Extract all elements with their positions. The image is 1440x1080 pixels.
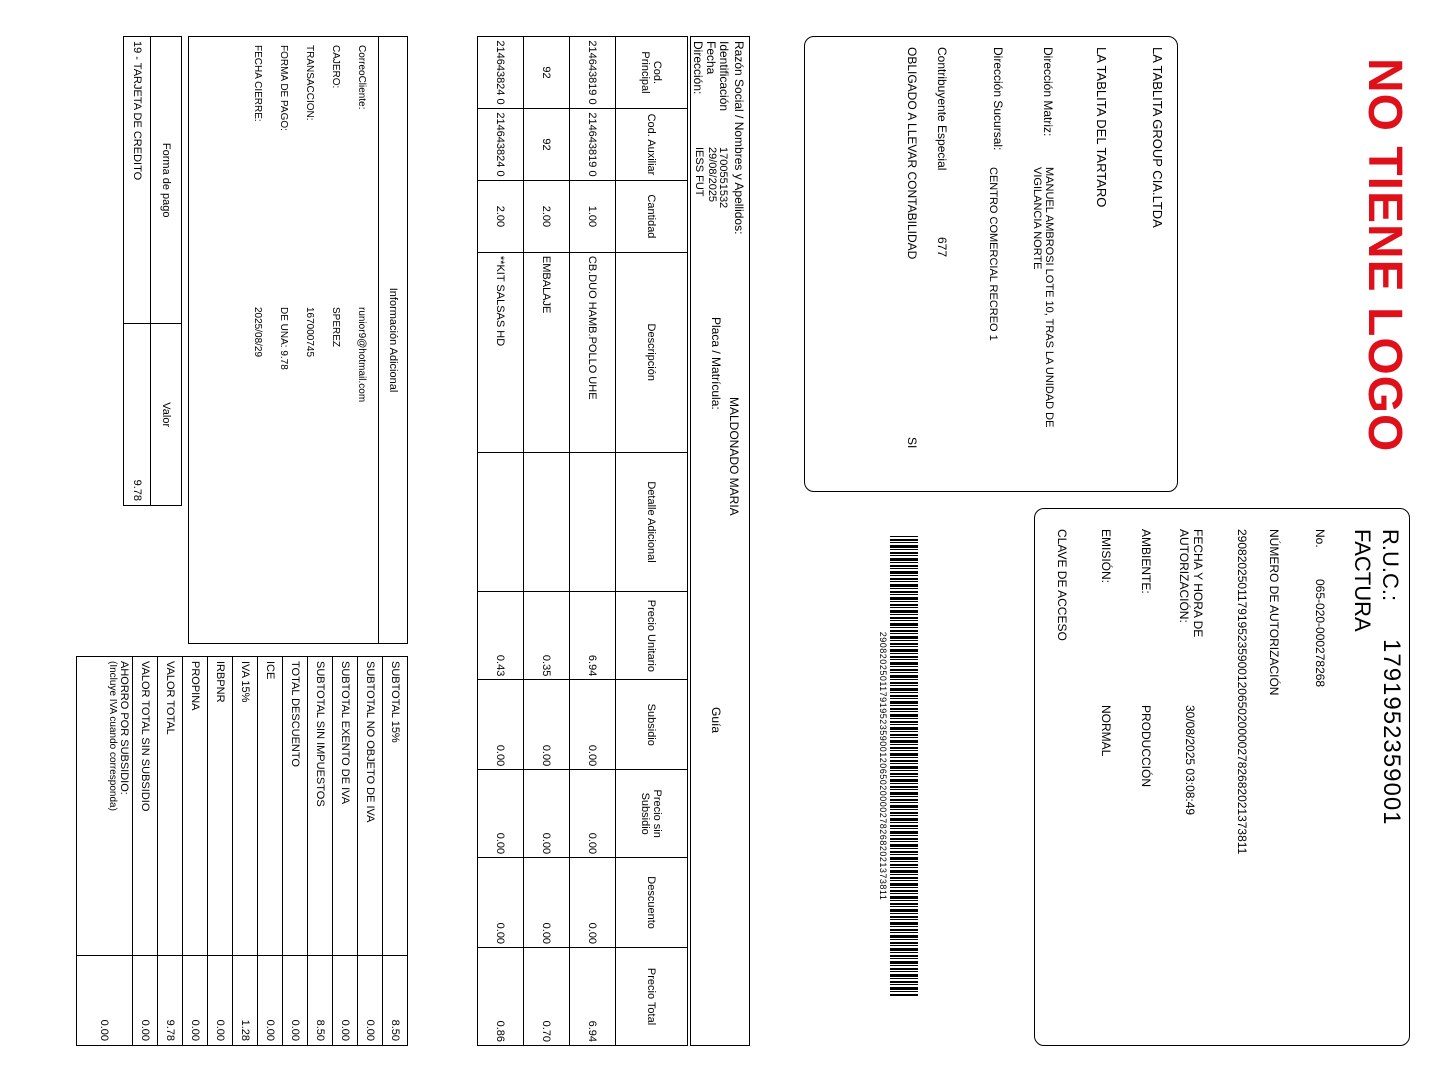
total-value: 0.00: [283, 956, 308, 1046]
col-detail: Detalle Adicional: [616, 452, 688, 592]
item-description: **KIT SALSAS HD: [478, 252, 524, 452]
additional-info-title: Información Adicional: [378, 37, 407, 643]
item-code: 92: [524, 37, 570, 109]
payment-value-header: Valor: [151, 324, 182, 506]
auth-number-label: NÚMERO DE AUTORIZACIÓN: [1267, 529, 1281, 696]
info-label: FECHA CIERRE:: [252, 45, 263, 122]
col-subsidy: Subsidio: [616, 680, 688, 770]
savings-label: AHORRO POR SUBSIDIO:: [118, 661, 130, 795]
total-row: [283, 657, 308, 1046]
savings-row: [77, 657, 133, 1046]
table-row: [570, 37, 616, 1046]
table-row: [524, 37, 570, 1046]
total-label: SUBTOTAL SIN IMPUESTOS: [308, 657, 333, 956]
access-key: 2908202501179195235900120650200002782682021373811: [878, 631, 888, 901]
buyer-name-label: Razón Social / Nombres y Apellidos:: [732, 41, 746, 235]
guide-label: Guía: [709, 707, 723, 734]
total-value: 0.00: [358, 956, 383, 1046]
item-detail: [570, 452, 616, 592]
branch-label: Dirección Sucursal:: [991, 47, 1005, 151]
total-label: ICE: [258, 657, 283, 956]
item-unit-price: 6.94: [570, 592, 616, 680]
item-qty: 2.00: [478, 180, 524, 252]
item-code: 214643824 0: [478, 37, 524, 109]
item-aux-code: 214643819 0: [570, 108, 616, 180]
item-no-subsidy: 0.00: [570, 770, 616, 858]
total-value: 0.00: [208, 956, 233, 1046]
info-value: runior9@hotmail.com: [356, 307, 367, 403]
item-detail: [524, 452, 570, 592]
buyer-name: MALDONADO MARIA: [727, 397, 741, 516]
item-description: EMBALAJE: [524, 252, 570, 452]
total-label: IVA 15%: [233, 657, 258, 956]
info-label: CorreoCliente:: [356, 45, 367, 110]
accounting-label: OBLIGADO A LLEVAR CONTABILIDAD: [905, 47, 919, 260]
access-key-label: CLAVE DE ACCESO: [1055, 529, 1069, 641]
total-value: 0.00: [133, 956, 158, 1046]
total-row: [133, 657, 158, 1046]
total-row: [358, 657, 383, 1046]
col-unit-price: Precio Unitario: [616, 592, 688, 680]
payment-method: 19 - TARJETA DE CREDITO: [124, 37, 151, 324]
invoice-no: 065-020-000278268: [1313, 579, 1327, 688]
total-value: 8.50: [383, 956, 408, 1046]
total-value: 9.78: [158, 956, 183, 1046]
item-no-subsidy: 0.00: [478, 770, 524, 858]
item-total: 0.86: [478, 948, 524, 1046]
total-value: 1.28: [233, 956, 258, 1046]
plate-label: Placa / Matrícula:: [709, 317, 723, 410]
col-code: Cod. Principal: [616, 37, 688, 109]
buyer-id-label: Identificación: [717, 41, 731, 112]
total-label: IRBPNR: [208, 657, 233, 956]
total-label: SUBTOTAL EXENTO DE IVA: [333, 657, 358, 956]
item-qty: 2.00: [524, 180, 570, 252]
total-row: [183, 657, 208, 1046]
auth-number: 2908202501179195235900120650200002782682021373811: [1235, 529, 1249, 855]
savings-note: (Incluye IVA cuando corresponda): [107, 661, 118, 811]
total-row: [383, 657, 408, 1046]
item-discount: 0.00: [524, 858, 570, 948]
buyer-address-label: Dirección:: [691, 41, 705, 95]
authorization-box: [1034, 508, 1410, 1046]
item-total: 0.70: [524, 948, 570, 1046]
item-subsidy: 0.00: [570, 680, 616, 770]
item-discount: 0.00: [570, 858, 616, 948]
issuer-company: LA TABLITA GROUP CIA.LTDA: [1150, 47, 1165, 228]
col-aux-code: Cod. Auxiliar: [616, 108, 688, 180]
total-row: [258, 657, 283, 1046]
total-row: [158, 657, 183, 1046]
item-subsidy: 0.00: [478, 680, 524, 770]
additional-info-box: [188, 36, 408, 644]
total-label: VALOR TOTAL: [158, 657, 183, 956]
info-label: TRANSACCION:: [304, 45, 315, 121]
info-value: 167000745: [304, 307, 315, 358]
issuer-box: [804, 36, 1178, 492]
total-label: PROPINA: [183, 657, 208, 956]
info-value: 2025/08/29: [252, 307, 263, 358]
item-total: 6.94: [570, 948, 616, 1046]
col-description: Descripción: [616, 252, 688, 452]
col-total: Precio Total: [616, 948, 688, 1046]
total-label: VALOR TOTAL SIN SUBSIDIO: [133, 657, 158, 956]
table-row: [478, 37, 524, 1046]
auth-date-label: FECHA Y HORA DE AUTORIZACIÓN:: [1177, 529, 1205, 638]
total-value: 0.00: [333, 956, 358, 1046]
col-discount: Descuento: [616, 858, 688, 948]
items-header-row: [616, 37, 688, 1046]
payment-row: [124, 37, 151, 506]
env-label: AMBIENTE:: [1139, 529, 1153, 594]
info-value: SPEREZ: [330, 307, 341, 348]
total-value: 0.00: [183, 956, 208, 1046]
item-aux-code: 92: [524, 108, 570, 180]
ruc-number: 1791952359001: [1378, 639, 1405, 826]
savings-value: 0.00: [77, 956, 133, 1046]
matrix-address: MANUEL AMBROSI LOTE 10, TRAS LA UNIDAD DE VIGILANCIA NORTE: [1031, 167, 1055, 428]
issuer-trade-name: LA TABLITA DEL TARTARO: [1094, 47, 1109, 208]
total-row: [333, 657, 358, 1046]
item-unit-price: 0.43: [478, 592, 524, 680]
total-label: SUBTOTAL NO OBJETO DE IVA: [358, 657, 383, 956]
totals-table: [76, 656, 408, 1046]
buyer-date: 29/08/2025: [706, 147, 718, 203]
payment-method-header: Forma de pago: [151, 37, 182, 324]
env-value: PRODUCCIÓN: [1139, 705, 1153, 788]
barcode-image: [890, 536, 918, 996]
buyer-date-label: Fecha: [704, 41, 718, 75]
col-qty: Cantidad: [616, 180, 688, 252]
item-no-subsidy: 0.00: [524, 770, 570, 858]
special-label: Contribuyente Especial: [935, 47, 949, 171]
accounting-value: SI: [905, 437, 919, 449]
item-discount: 0.00: [478, 858, 524, 948]
total-value: 0.00: [258, 956, 283, 1046]
total-value: 8.50: [308, 956, 333, 1046]
total-row: [208, 657, 233, 1046]
doc-type: FACTURA: [1350, 529, 1375, 632]
buyer-id: 1700551532: [717, 147, 729, 209]
invoice-no-label: No.: [1313, 529, 1327, 548]
total-label: TOTAL DESCUENTO: [283, 657, 308, 956]
special-value: 677: [935, 237, 949, 258]
item-detail: [478, 452, 524, 592]
matrix-label: Dirección Matriz:: [1041, 47, 1055, 137]
info-label: CAJERO:: [330, 45, 341, 89]
auth-date: 30/08/2025 03:08:49: [1183, 705, 1197, 816]
emission-value: NORMAL: [1099, 705, 1113, 757]
total-row: [233, 657, 258, 1046]
buyer-address: IESS FUT: [693, 147, 705, 197]
item-code: 214643819 0: [570, 37, 616, 109]
total-label: SUBTOTAL 15%: [383, 657, 408, 956]
ruc-label: R.U.C.:: [1378, 529, 1403, 602]
payment-table: [123, 36, 182, 506]
logo-placeholder: NO TIENE LOGO: [1358, 58, 1411, 453]
item-subsidy: 0.00: [524, 680, 570, 770]
col-no-subsidy: Precio sin Subsidio: [616, 770, 688, 858]
branch-address: CENTRO COMERCIAL RECREO 1: [987, 167, 999, 341]
item-qty: 1.00: [570, 180, 616, 252]
emission-label: EMISIÓN:: [1099, 529, 1113, 584]
total-row: [308, 657, 333, 1046]
item-unit-price: 0.35: [524, 592, 570, 680]
item-description: CB.DUO HAMB.POLLO UHE: [570, 252, 616, 452]
info-value: DE UNA: 9.78: [278, 307, 289, 370]
payment-value: 9.78: [124, 324, 151, 506]
items-table: [477, 36, 688, 1046]
info-label: FORMA DE PAGO:: [278, 45, 289, 131]
item-aux-code: 214643824 0: [478, 108, 524, 180]
payment-header-row: [151, 37, 182, 506]
savings-label-cell: [77, 657, 133, 956]
buyer-box: [690, 36, 750, 1046]
